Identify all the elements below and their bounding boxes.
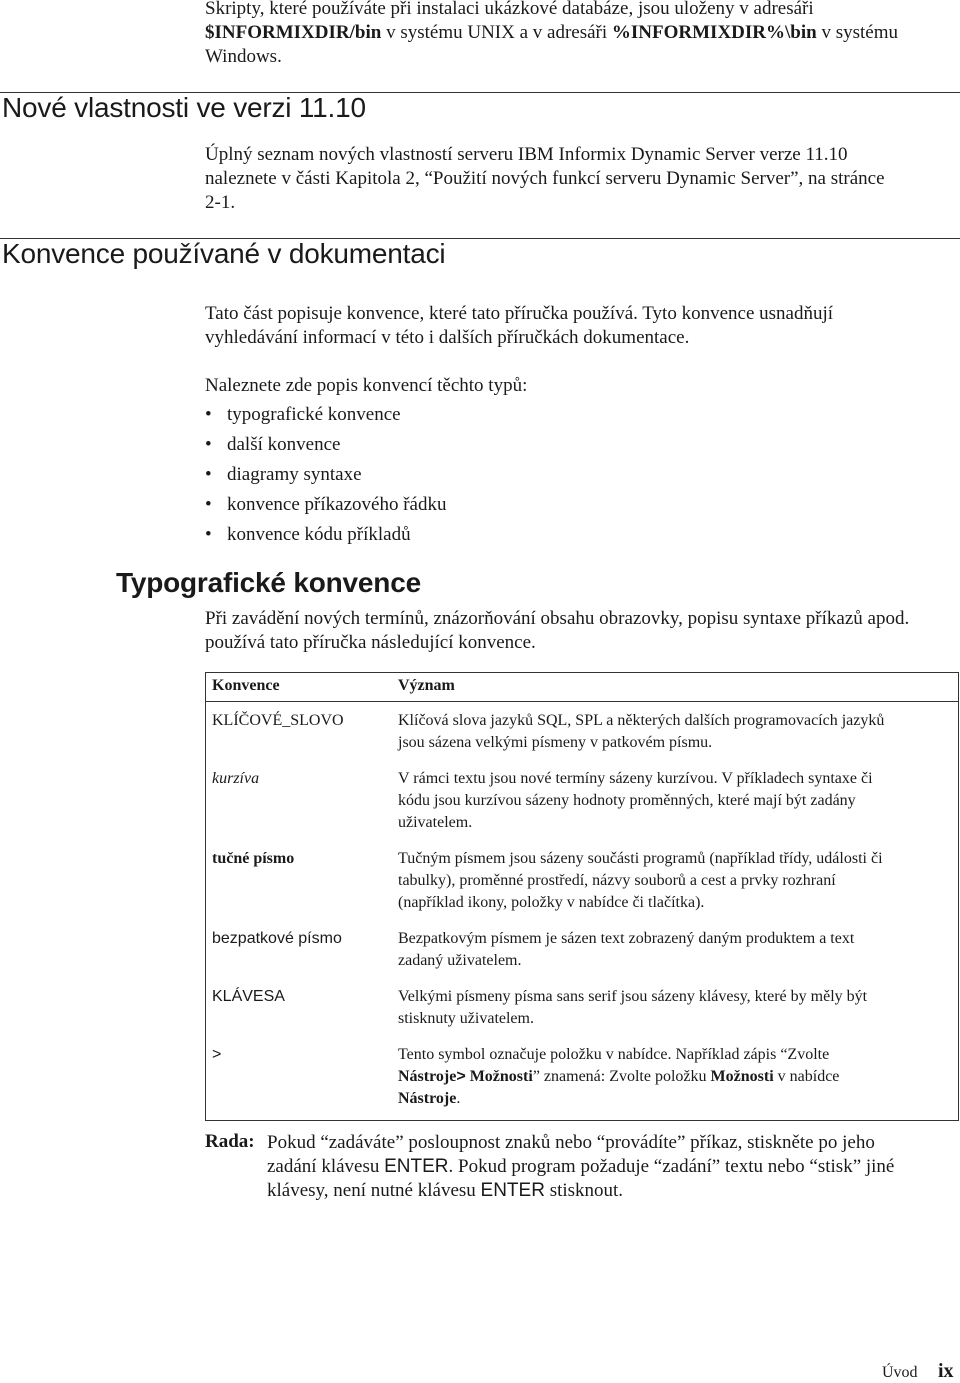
bullet-icon: • — [205, 524, 212, 545]
bullet-icon: • — [205, 464, 212, 485]
typographic-line-2: používá tato příručka následující konvence. — [205, 632, 536, 653]
table-cell-term: kurzíva — [212, 770, 260, 787]
conventions-bullet-list — [205, 400, 905, 550]
table-header-row — [206, 673, 959, 702]
list-item: • konvence kódu příkladů — [205, 520, 905, 550]
table-row — [206, 978, 959, 1036]
heading-new-features: Nové vlastnosti ve verzi 11.10 — [2, 92, 366, 123]
conventions-line-1: Tato část popisuje konvence, které tato příručka používá. Tyto konvence usnadňují — [205, 303, 834, 324]
table-cell-meaning: V rámci textu jsou nové termíny sázeny kurzívou. V příkladech syntaxe či kódu jsou kurzívou sázeny hodnoty proměnných, které mají být zadány uživatelem. — [398, 770, 873, 831]
path-unix: $INFORMIXDIR/bin — [205, 22, 382, 43]
conventions-paragraph-1 — [205, 302, 955, 350]
typographic-paragraph — [205, 607, 955, 655]
table-cell-meaning: Tučným písmem jsou sázeny součásti programů (například třídy, události či tabulky), proměnné prostředí, názvy souborů a cest a prvky rozhraní (například ikony, položky v nabídce či tlačítka). — [398, 850, 883, 911]
table-row — [206, 840, 959, 920]
table-row — [206, 1036, 959, 1121]
table-cell-meaning: Velkými písmeny písma sans serif jsou sázeny klávesy, které by měly být stisknuty uživatelem. — [398, 988, 868, 1027]
bullet-icon: • — [205, 434, 212, 455]
table-cell-meaning: Tento symbol označuje položku v nabídce. Například zápis “Zvolte Nástroje> Možnosti” znamená: Zvolte položku Možnosti v nabídce Nástroje. — [398, 1046, 840, 1107]
heading-typographic-conventions: Typografické konvence — [116, 567, 421, 598]
table-row — [206, 920, 959, 978]
new-features-line-3: 2-1. — [205, 192, 236, 213]
bullet-icon: • — [205, 494, 212, 515]
table-cell-meaning: Bezpatkovým písmem je sázen text zobrazený daným produktem a text zadaný uživatelem. — [398, 930, 855, 969]
key-enter: ENTER — [384, 1156, 449, 1177]
conventions-paragraph-2: Naleznete zde popis konvencí těchto typů: — [205, 375, 528, 396]
tip-text: Pokud “zadáváte” posloupnost znaků nebo “provádíte” příkaz, stiskněte po jeho zadání klávesu ENTER. Pokud program požaduje “zadání” textu nebo “stisk” jiné klávesy, není nutné klávesu ENTER stisknout. — [267, 1132, 895, 1201]
column-header-convention: Konvence — [206, 673, 387, 702]
path-windows: %INFORMIXDIR%\bin — [611, 22, 817, 43]
table-cell-meaning: Klíčová slova jazyků SQL, SPL a některých dalších programovacích jazyků jsou sázena velkými písmeny v patkovém písmu. — [398, 712, 885, 751]
intro-line-1: Skripty, které používáte při instalaci ukázkové databáze, jsou uloženy v adresáři — [205, 0, 814, 19]
list-item: • další konvence — [205, 430, 905, 460]
new-features-line-1: Úplný seznam nových vlastností serveru IBM Informix Dynamic Server verze 11.10 — [205, 144, 848, 165]
tip-label: Rada: — [205, 1131, 255, 1152]
table-cell-term: KLÁVESA — [212, 988, 285, 1005]
list-item: • typografické konvence — [205, 400, 905, 430]
table-cell-term: bezpatkové písmo — [212, 930, 342, 947]
key-enter: ENTER — [480, 1180, 545, 1201]
table-cell-term: > — [212, 1046, 222, 1063]
footer-page-number: ix — [938, 1360, 954, 1382]
heading-conventions: Konvence používané v dokumentaci — [2, 238, 446, 269]
bullet-icon: • — [205, 404, 212, 425]
table-row — [206, 702, 959, 761]
typographic-line-1: Při zavádění nových termínů, znázorňování obsahu obrazovky, popisu syntaxe příkazů apod. — [205, 608, 910, 629]
list-item: • konvence příkazového řádku — [205, 490, 905, 520]
intro-line-3: Windows. — [205, 46, 282, 67]
table-row — [206, 760, 959, 840]
conventions-table — [205, 672, 959, 1121]
table-cell-term: KLÍČOVÉ_SLOVO — [212, 712, 344, 729]
conventions-line-2: vyhledávání informací v této i dalších příručkách dokumentace. — [205, 327, 690, 348]
intro-paragraph — [205, 0, 955, 69]
intro-line-2: $INFORMIXDIR/bin v systému UNIX a v adresáři %INFORMIXDIR%\bin v systému — [205, 22, 898, 43]
new-features-paragraph — [205, 143, 955, 215]
column-header-meaning: Význam — [386, 673, 959, 702]
table-cell-term: tučné písmo — [212, 850, 295, 867]
new-features-line-2: naleznete v části Kapitola 2, “Použití nových funkcí serveru Dynamic Server”, na stránce — [205, 168, 885, 189]
footer-section-name: Úvod — [882, 1364, 918, 1381]
list-item: • diagramy syntaxe — [205, 460, 905, 490]
